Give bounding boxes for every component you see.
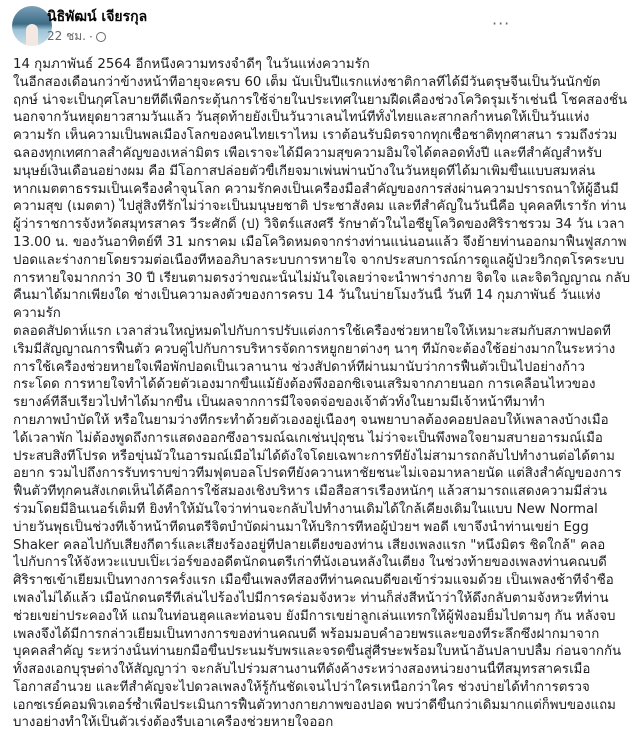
post-meta — [47, 27, 106, 46]
post-text-line: กระโดด การหายใจทำได้ด้วยตัวเองมากขึ้นแม้ยังต้องพึ่งออกซิเจนเสริมจากภายนอก การเคลื่อนไหวของ — [13, 377, 596, 393]
post-text-line: ร่วมโดยมีอินเนอร์เต็มที่ ยิ่งทำให้มั่นใจว่าท่านจะกลับไปทำงานเดิมได้ใกล้เคียงเดิมในแบบ New Normal — [13, 501, 598, 517]
author-name[interactable]: นิธิพัฒน์ เจียรกุล — [47, 9, 148, 25]
post-text-line: อยาก รวมไปถึงการรับทราบข่าวทีมฟุตบอลโปรดที่ยังควานหาชัยชนะไม่เจอมาหลายนัด แต่สิ่งสำคัญของการ — [13, 466, 622, 482]
post-text-line: ฟื้นตัวที่ทุกคนสังเกตเห็นได้คือการใช้สมองเชิงบริหาร เมื่อสื่อสารเรื่องหนักๆ แล้วสามารถแสดงความมีส่วน — [13, 484, 607, 500]
post-text-line: ความรัก เห็นความเป็นพลเมืองโลกของคนไทยเราไหม เราต้อนรับมิตรจากทุกเชื้อชาติทุกศาสนา รวมถึงร่วม — [13, 128, 618, 144]
post-text-line: เพลงไม่ได้แล้ว เมื่อนักดนตรีที่เล่นไปร้องไปมีการคร่อมจังหวะ ท่านก็ส่งสีหน้าว่าให้ดึงกลับตามจังหวะที่ท่าน — [13, 590, 609, 606]
more-options-icon[interactable]: ··· — [492, 14, 511, 33]
post-text-line: การหายใจมากกว่า 30 ปี เรียนตามตรงว่าขณะนั้นไม่มั่นใจเลยว่าจะนำพาร่างกาย จิตใจ และจิตวิญญาณ กลับ — [13, 270, 631, 286]
post-text-line: หากเมตตาธรรมเป็นเครื่องค้ำจุนโลก ความรักคงเป็นเครื่องมือสำคัญของการส่งผ่านความปรารถนาให้ผู้อื่นมี — [13, 181, 619, 197]
post-text-line: ความรัก — [13, 306, 61, 322]
post-text-line: ได้เวลาพัก ไม่ต้องพูดถึงการแสดงออกซึ่งอารมณ์ฉเกเช่นปุถุชน ไม่ว่าจะเป็นพึงพอใจยามสบายอารมณ์เมื่อ — [13, 430, 603, 446]
avatar-person — [26, 24, 38, 46]
post-text-line: ประสบสิ่งที่โปรด หรือขุ่นมัวในอารมณ์เมื่อไม่ได้ดั่งใจโดยเฉพาะการที่ยังไม่สามารถกลับไปทำงานต่อได้ตาม — [13, 448, 615, 464]
post-text-line: คืนมาได้มากเพียงใด ช่างเป็นความลงตัวของการครบ 14 วันในบ่ายโมงวันนี้ วันที่ 14 กุมภาพันธ์ วันแห่ง — [13, 288, 601, 304]
post-text-line: เพลงจึงได้มีการกล่าวเยี่ยมเป็นทางการของท่านคณบดี พร้อมมอบคำอวยพรและของที่ระลึกซึ่งฝากมาจาก — [13, 626, 600, 642]
post-text-line: บางอย่างทำให้เป็นตัวเร่งต้องรีบเอาเครื่องช่วยหายใจออก — [13, 715, 334, 731]
post-text-line: โอกาสอำนวย และที่สำคัญจะไปดวลเพลงให้รู้กันชัดเจนไปว่าใครเหนือกว่าใคร ช่วงบ่ายได้ทำการตรวจ — [13, 679, 590, 695]
post-text-line: 14 กุมภาพันธ์ 2564 อีกหนึ่งความทรงจำดีๆ ในวันแห่งความรัก — [13, 57, 370, 72]
post-text-line: ความสุข (เมตตา) ไปสู่สิ่งที่รักไม่ว่าจะเป็นมนุษยชาติ ประชาสังคม และที่สำคัญในวันนี้คือ บุคคลที่เรารัก ท่าน — [13, 199, 627, 215]
post-text-line: เอกซเรย์คอมพิวเตอร์ซ้ำเพื่อประเมินการฟื้นตัวทางกายภาพของปอด พบว่าดีขึ้นกว่าเดิมมากแต่ก็พบของแถม — [13, 697, 616, 713]
post-text-line: ฤกษ์ น่าจะเป็นกุศโลบายที่ดีเพื่อกระตุ้นการใช้จ่ายในประเทศในยามฝืดเคืองช่วงโควิดรุมเร้าเช่นนี้ โชคสองชั้น — [13, 92, 628, 108]
post-text-line: ปอดและร่างกายโดยรวมต่อเนื่องที่หออภิบาลระบบการหายใจ จากประสบการณ์การดูแลผู้ป่วยวิกฤตโรคระบบ — [13, 252, 625, 268]
post-text — [13, 56, 638, 732]
post-text-line: บ่ายวันพุธเป็นช่วงที่เจ้าหน้าที่ดนตรีจิตบำบัดผ่านมาให้บริการที่หอผู้ป่วยฯ พอดี เขาจึงนำท่านเขย่า Egg — [13, 519, 589, 535]
post-time[interactable]: 22 ชม. — [47, 29, 86, 43]
post-text-line: กายภาพบำบัดให้ หรือในยามว่างที่กระทำด้วยตัวเองอยู่เนืองๆ จนพยาบาลต้องคอยปลอบให้เพลาลงบ้างเมื่อ — [13, 412, 609, 428]
post-text-line: มนุษย์เงินเดือนอย่างผม คือ มีโอกาสปล่อยตัวขี้เกียจมาเพ่นพ่านบ้างในวันหยุดที่ได้มาเพิ่มขึ้นแบบสมหล่น — [13, 163, 596, 179]
post-text-line: รยางค์ที่ลีบเรียวไปทำได้มากขึ้น เป็นผลจากการมีใจจดจ่อของเจ้าตัวทั้งในยามมีเจ้าหน้าที่มาทำ — [13, 395, 546, 411]
post-text-line: บุคคลสำคัญ ระหว่างนั้นท่านยกมือขึ้นประนมรับพรและจรดขึ้นสู่ศีรษะพร้อมใบหน้าอันปลาบปลื้ม ก่อนจากกัน — [13, 644, 622, 660]
avatar[interactable] — [12, 6, 52, 46]
post-text-line: 13.00 น. ของวันอาทิตย์ที่ 31 มกราคม เมื่อโควิดหมดจากร่างท่านแน่นอนแล้ว จึงย้ายท่านออกมาฟื้นฟูสภาพ — [13, 234, 627, 250]
post-text-line: ไปกับการให้จังหวะแบบเปิ๊ะเว่อร์ของอดีตนักดนตรีเก่าที่นั่งเอนหลังในเตียง ในช่วงท้ายของเพลงท่านคณบดี — [13, 555, 607, 571]
globe-icon[interactable] — [96, 32, 106, 42]
post-text-line: การใช้เครื่องช่วยหายใจเพื่อพักปอดเป็นเวลานาน ช่วงสัปดาห์ที่ผ่านมานับว่าการฟื้นตัวเป็นไปอย่างก้าว — [13, 359, 585, 375]
post-text-line: ผู้ว่าราชการจังหวัดสมุทรสาคร วีระศักดิ์ (ป) วิจิตร์แสงศรี รักษาตัวในไอซียูโควิดของศิริราชรวม 34 วัน เวลา — [13, 217, 625, 233]
post-text-line: ในอีกสองเดือนกว่าข้างหน้าที่อายุจะครบ 60 เต็ม นับเป็นปีแรกแห่งชาติกาลที่ได้มีวันตรุษจีนเป็นวันนักขัต — [13, 74, 601, 90]
post-text-line: Shaker คลอไปกับเสียงกีตาร์และเสียงร้องอยู่ที่ปลายเตียงของท่าน เสียงเพลงแรก "หนึ่งมิตร ชิดใกล้" คลอ — [13, 537, 606, 553]
post-text-line: ฉลองทุกเทศกาลสำคัญของเหล่ามิตร เพื่อเราจะได้มีความสุขความอิ่มใจได้ตลอดทั้งปี และที่สำคัญสำหรับ — [13, 145, 602, 161]
post-text-line: ตลอดสัปดาห์แรก เวลาส่วนใหญ่หมดไปกับการปรับแต่งการใช้เครื่องช่วยหายใจให้เหมาะสมกับสภาพปอดที่ — [13, 323, 611, 339]
post-text-line: ศิริราชเข้าเยี่ยมเป็นทางการครั้งแรก เมื่อขึ้นเพลงที่สองที่ท่านคณบดีขอเข้าร่วมแจมด้วย เป็นเพลงช้าที่จำชื่อ — [13, 573, 614, 589]
meta-separator: · — [88, 29, 93, 44]
post-text-line: ทั้งสองเอกบุรุษต่างให้สัญญาว่า จะกลับไปร่วมสานงานที่ดั่งค้างระหว่างสองหน่วยงานนี้ที่สมุทรสาครเมื่อ — [13, 662, 591, 678]
post-text-line: ช่วยเขย่าประคองให้ แถมในท่อนฮุคและท่อนจบ ยังมีการเขย่าลูกเล่นแทรกให้ผู้ฟังอมยิ้มไปตามๆ กัน หลังจบ — [13, 608, 616, 624]
post-text-line: นอกจากวันหยุดยาวสามวันแล้ว วันสุดท้ายยังเป็นวันวาเลนไทน์ที่ทั้งไทยและสากลกำหนดให้เป็นวันแห่ง — [13, 110, 590, 126]
post-text-line: เริ่มมีสัญญาณการฟื้นตัว ควบคู่ไปกับการบริหารจัดการหยูกยาต่างๆ นาๆ ที่มักจะต้องใช้อย่างมากในระหว่าง — [13, 341, 616, 357]
